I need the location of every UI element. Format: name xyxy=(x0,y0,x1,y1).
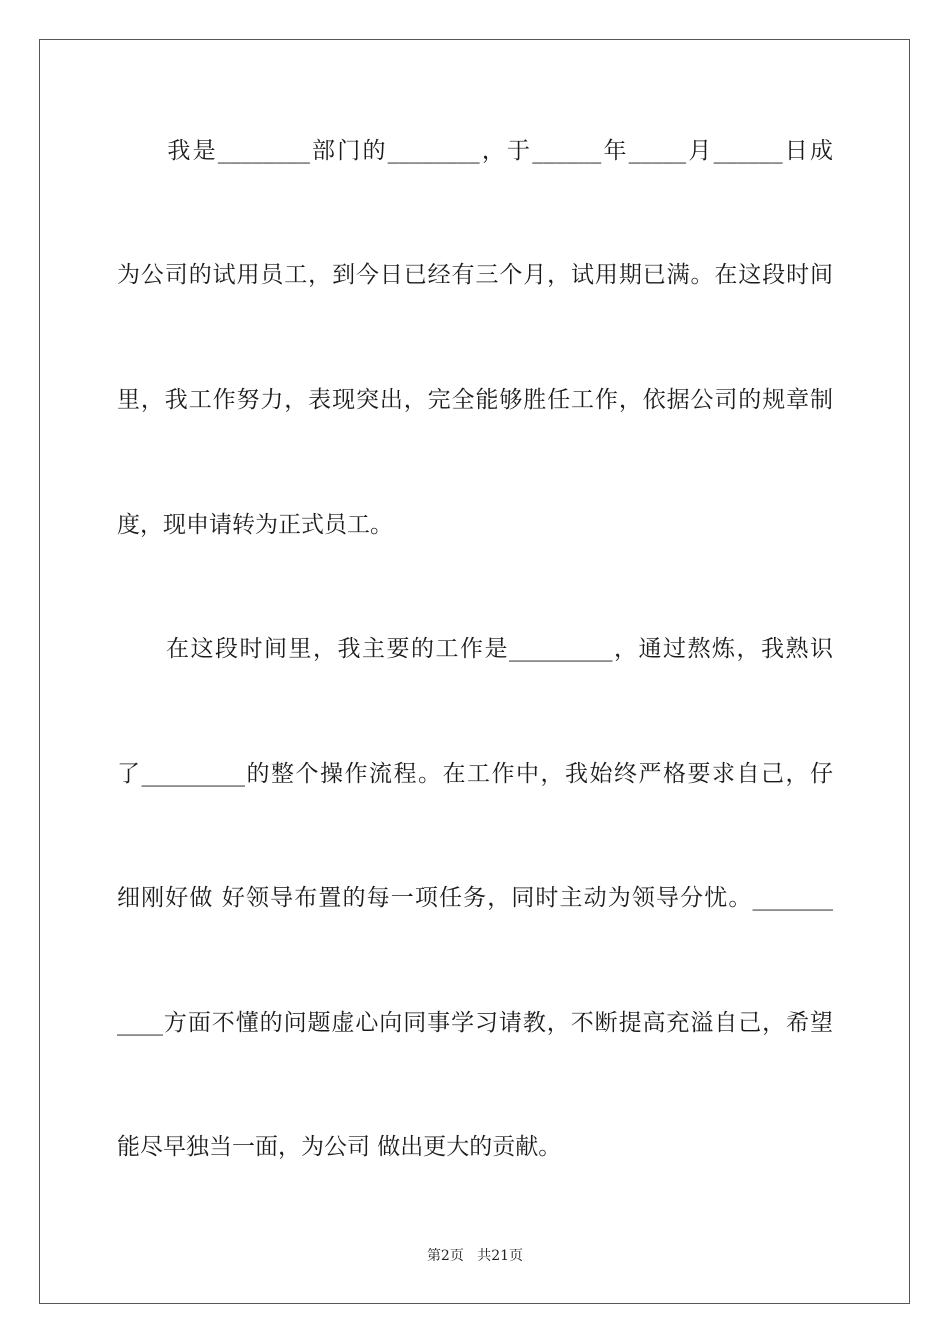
page-number: 第2页 xyxy=(426,1248,464,1264)
page-total: 共21页 xyxy=(477,1248,524,1264)
text-line-3: 里，我工作努力，表现突出，完全能够胜任工作，依据公司的规章制 xyxy=(117,387,833,413)
text-line-2: 为公司的试用员工，到今日已经有三个月，试用期已满。在这段时间 xyxy=(117,262,833,288)
page-border xyxy=(39,39,910,1304)
text-line-7: 细刚好做 好领导布置的每一项任务，同时主动为领导分忧。_______ xyxy=(117,885,833,911)
text-line-8: ____方面不懂的问题虚心向同事学习请教，不断提高充溢自己，希望 xyxy=(117,1010,833,1036)
page-footer xyxy=(0,1246,950,1266)
text-line-4: 度，现申请转为正式员工。 xyxy=(117,512,393,538)
text-line-5: 在这段时间里，我主要的工作是_________，通过熬炼，我熟识 xyxy=(117,636,833,662)
text-line-9: 能尽早独当一面，为公司 做出更大的贡献。 xyxy=(117,1134,562,1160)
text-line-1: 我是________部门的________，于______年_____月______日成 xyxy=(117,138,833,164)
text-line-6: 了_________的整个操作流程。在工作中，我始终严格要求自己，仔 xyxy=(117,761,833,787)
